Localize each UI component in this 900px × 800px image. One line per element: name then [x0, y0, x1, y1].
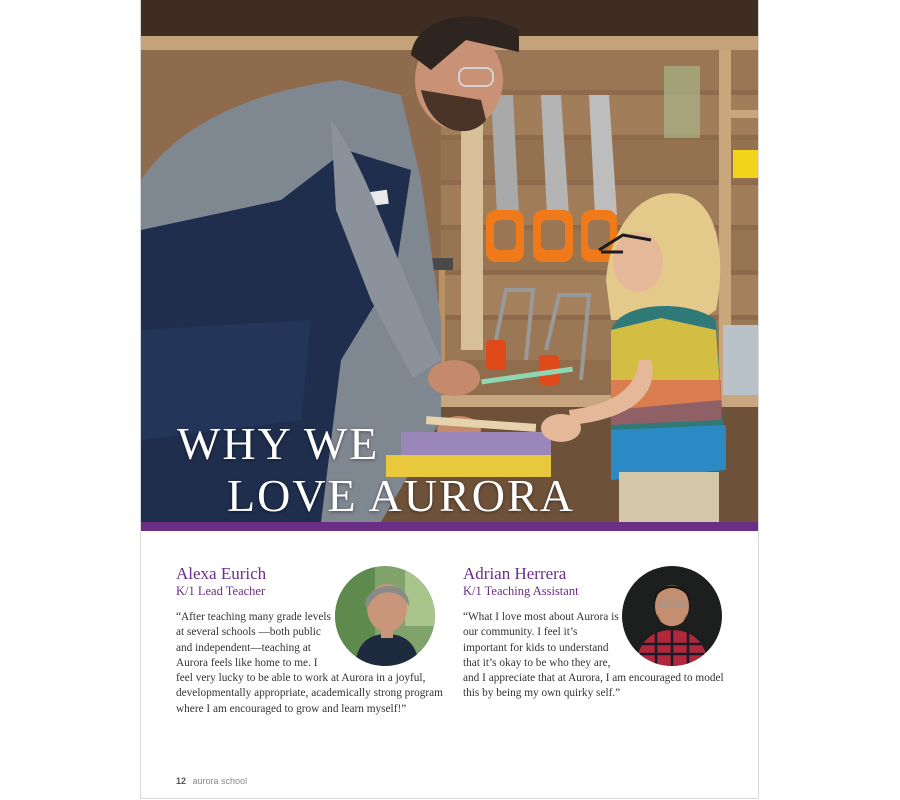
profile-name: Adrian Herrera	[463, 564, 567, 583]
hero-title-line-1: WHY WE	[177, 418, 380, 469]
profile-role: K/1 Lead Teacher	[176, 584, 266, 598]
profile-quote: “What I love most about Aurora is our community. I feel it’s important for kids to understand that it’s okay to be who they are, and I appreciate that at Aurora, I am encouraged to model this by being my own quirky self.”	[463, 611, 724, 700]
hero-title-line-2: LOVE AURORA	[227, 470, 575, 521]
profile-quote: “After teaching many grade levels at several schools —both public and independent—teaching at Aurora feels like home to me. I feel very lucky to be able to work at Aurora in a joyful, developmentally appropriate, academically strong program where I am encouraged to grow and learn myself!”	[176, 611, 443, 715]
hero-title	[177, 418, 737, 522]
profile-role: K/1 Teaching Assistant	[463, 584, 579, 598]
publication-name: aurora school	[192, 776, 248, 786]
profile-card-adrian	[463, 560, 731, 730]
page-number: 12	[176, 776, 187, 786]
accent-divider	[141, 522, 758, 531]
magazine-page	[141, 0, 758, 798]
hero-photo	[141, 0, 758, 522]
profile-name: Alexa Eurich	[176, 564, 267, 583]
profile-card-alexa	[176, 560, 444, 730]
page-footer	[176, 776, 247, 786]
